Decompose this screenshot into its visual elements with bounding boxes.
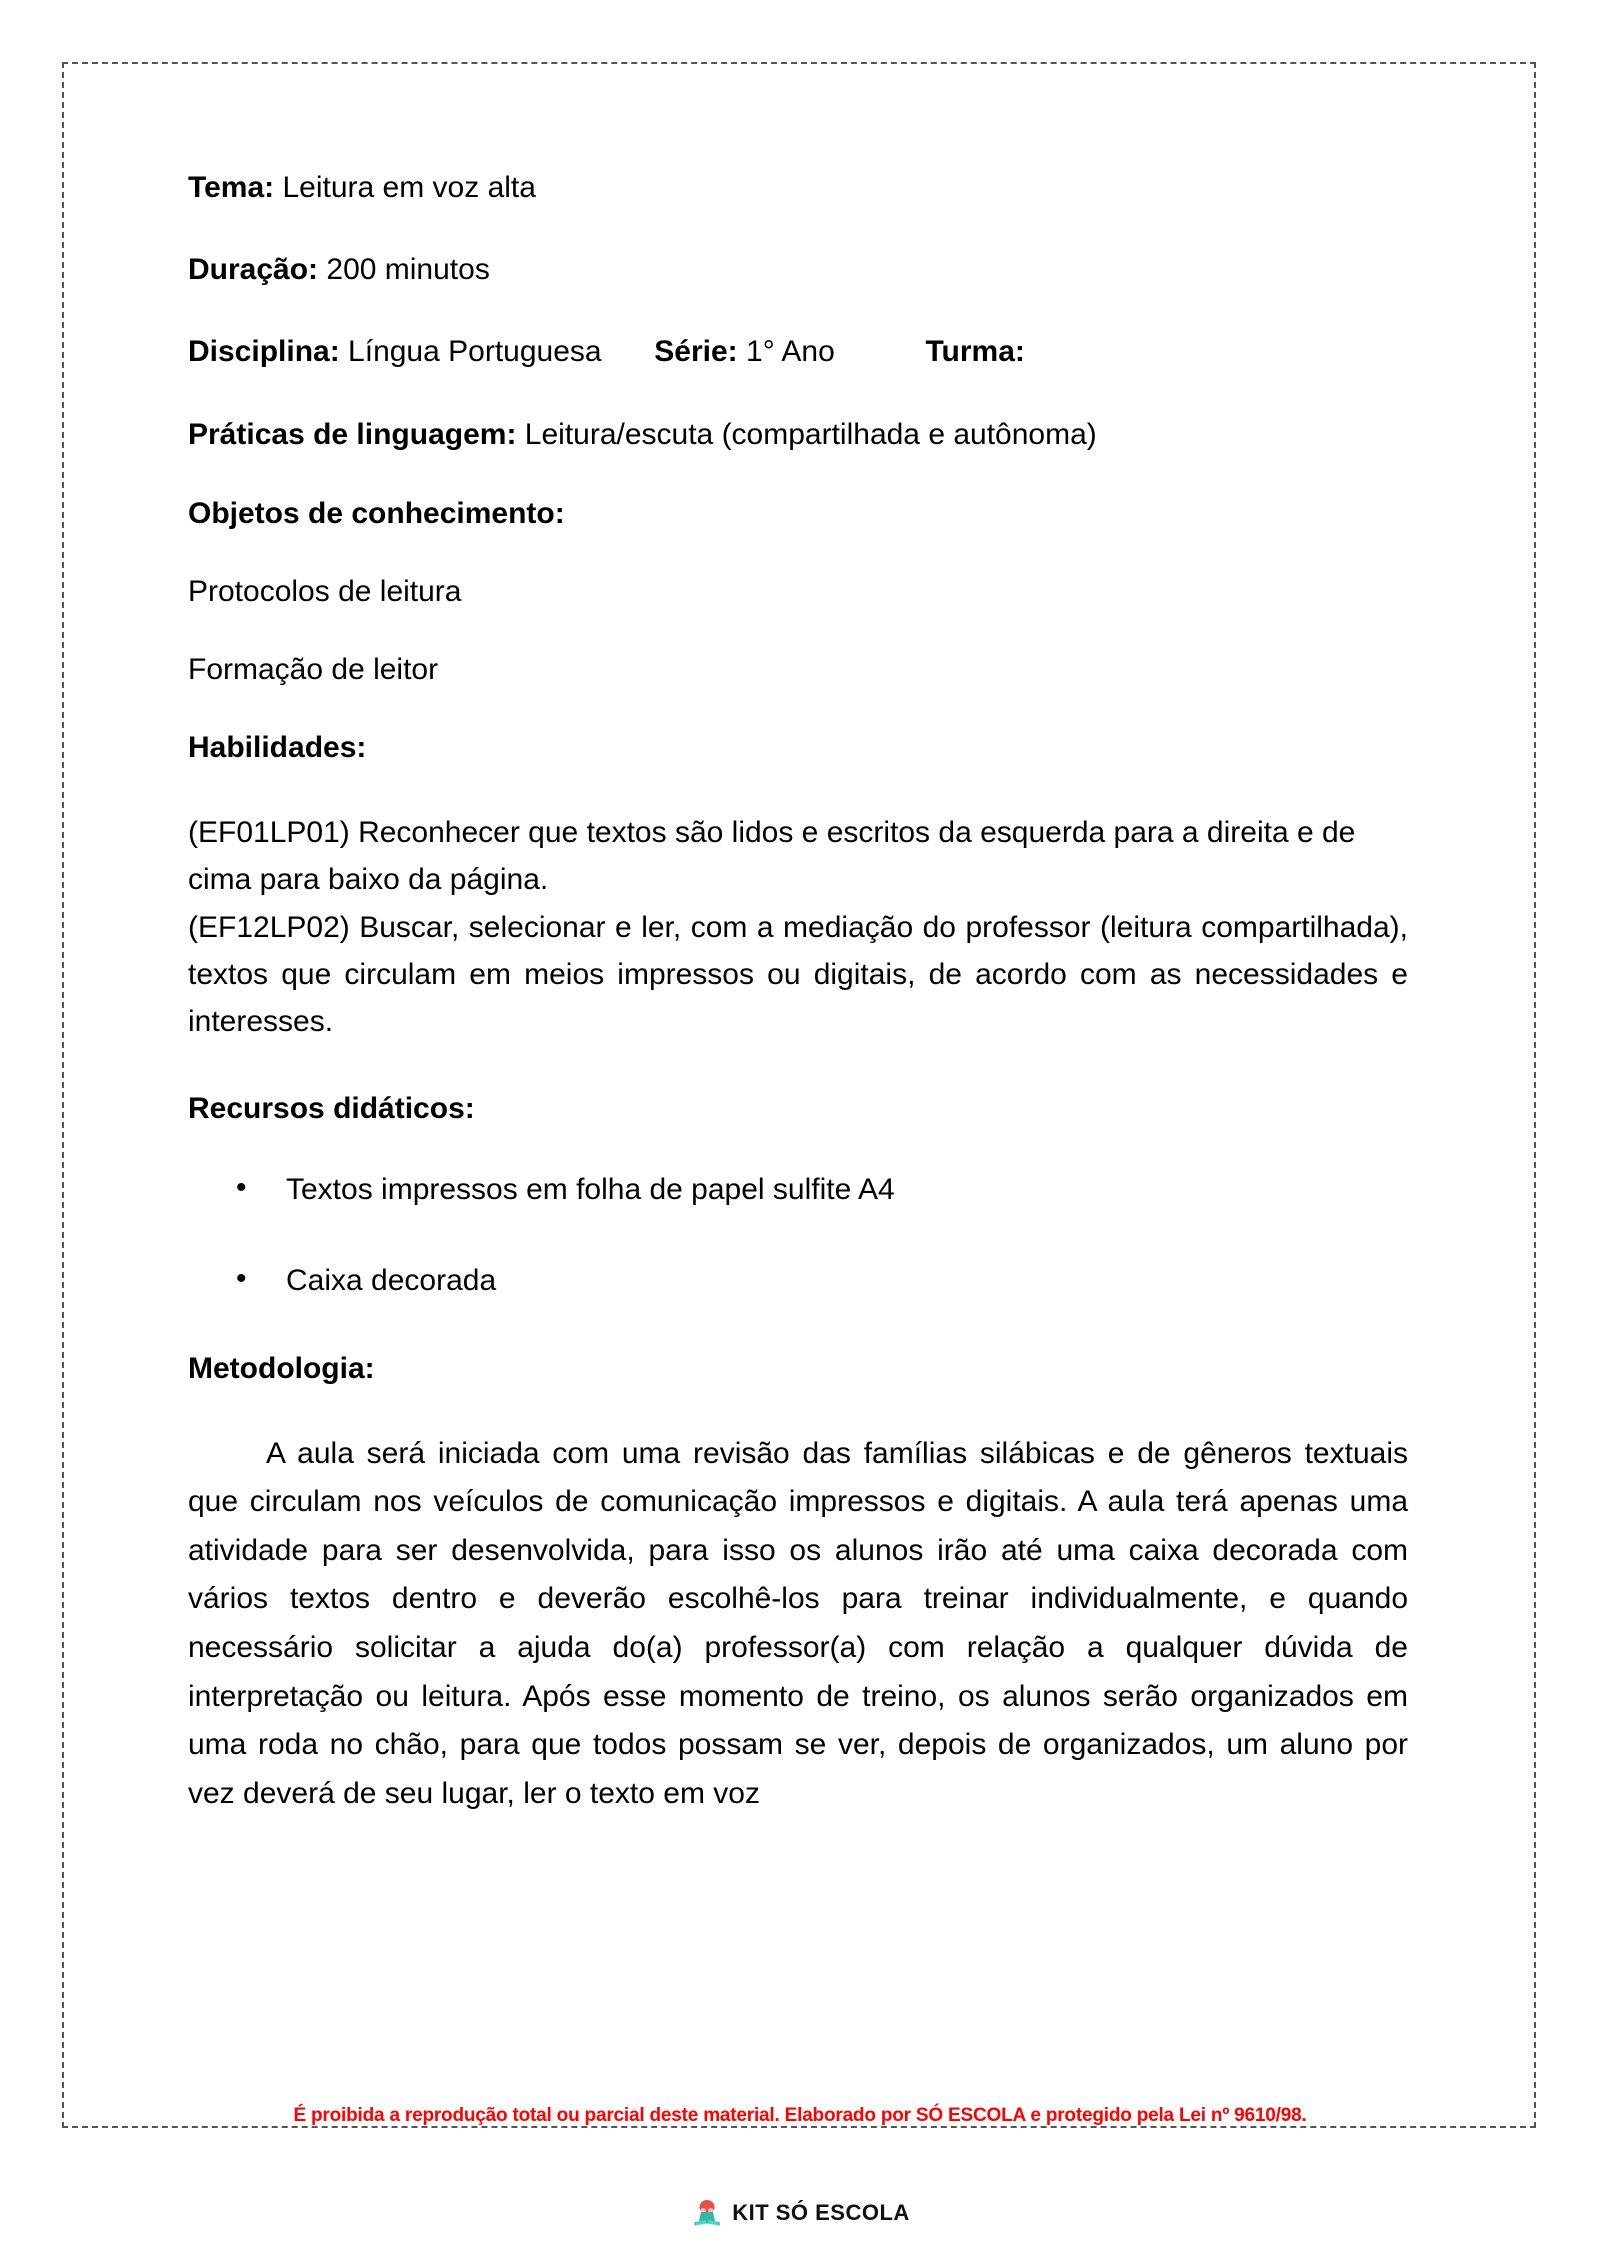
heading-objetos-conhecimento: Objetos de conhecimento: [188,496,565,530]
field-disciplina-value: Língua Portuguesa [348,335,602,369]
brand-footer [0,2196,1600,2230]
field-turma-label: Turma: [925,335,1025,369]
field-praticas-linguagem [188,415,1408,455]
field-serie-value: 1° Ano [746,335,835,369]
heading-metodologia: Metodologia: [188,1351,375,1385]
lesson-plan-content [188,168,1408,1818]
skills-block [188,809,1408,1046]
field-duracao-label: Duração: [188,253,319,287]
knowledge-object-item-2: Formação de leitor [188,652,439,686]
skill-item-2: (EF12LP02) Buscar, selecionar e ler, com a mediação do professor (leitura compartilhada), textos que circulam em meios impressos ou digitais, de acordo com as necessidades e interesses. [188,910,1408,1039]
field-disciplina-label: Disciplina: [188,335,340,369]
field-tema-label: Tema: [188,171,275,204]
metodologia-paragraph [188,1430,1408,1819]
field-serie-label: Série: [654,335,738,369]
class-info-row [188,332,1408,372]
skill-item-1: (EF01LP01) Reconhecer que textos são lidos e escritos da esquerda para a direita e de cima para baixo da página. [188,815,1356,897]
brand-name: KIT SÓ ESCOLA [732,2200,910,2225]
field-tema [188,168,1408,208]
heading-habilidades: Habilidades: [188,730,367,764]
field-praticas-label: Práticas de linguagem: [188,417,517,451]
field-tema-value: Leitura em voz alta [282,171,536,204]
knowledge-object-item-1: Protocolos de leitura [188,574,462,608]
heading-recursos-didaticos: Recursos didáticos: [188,1091,475,1125]
field-praticas-value: Leitura/escuta (compartilhada e autônoma) [524,417,1097,451]
list-item: • Textos impressos em folha de papel sulfite A4 [188,1170,1408,1209]
field-duracao-value: 200 minutos [326,253,490,287]
metodologia-text: A aula será iniciada com uma revisão das famílias silábicas e de gêneros textuais que circulam nos veículos de comunicação impressos e digitais. A aula terá apenas uma atividade para ser desenvolvida, para isso os alunos irão até uma caixa decorada com vários textos dentro e deverão escolhê-los para treinar individualmente, e quando necessário solicitar a ajuda do(a) professor(a) com relação a qualquer dúvida de interpretação ou leitura. Após esse momento de treino, os alunos serão organizados em uma roda no chão, para que todos possam se ver, depois de organizados, um aluno por vez deverá de seu lugar, ler o texto em voz [188,1436,1408,1810]
resources-list [188,1170,1408,1300]
field-duracao [188,250,1408,290]
copyright-notice: É proibida a reprodução total ou parcial deste material. Elaborado por SÓ ESCOLA e protegido pela Lei nº 9610/98. [293,2105,1307,2126]
list-item: • Caixa decorada [188,1261,1408,1300]
reading-child-icon [690,2196,724,2230]
